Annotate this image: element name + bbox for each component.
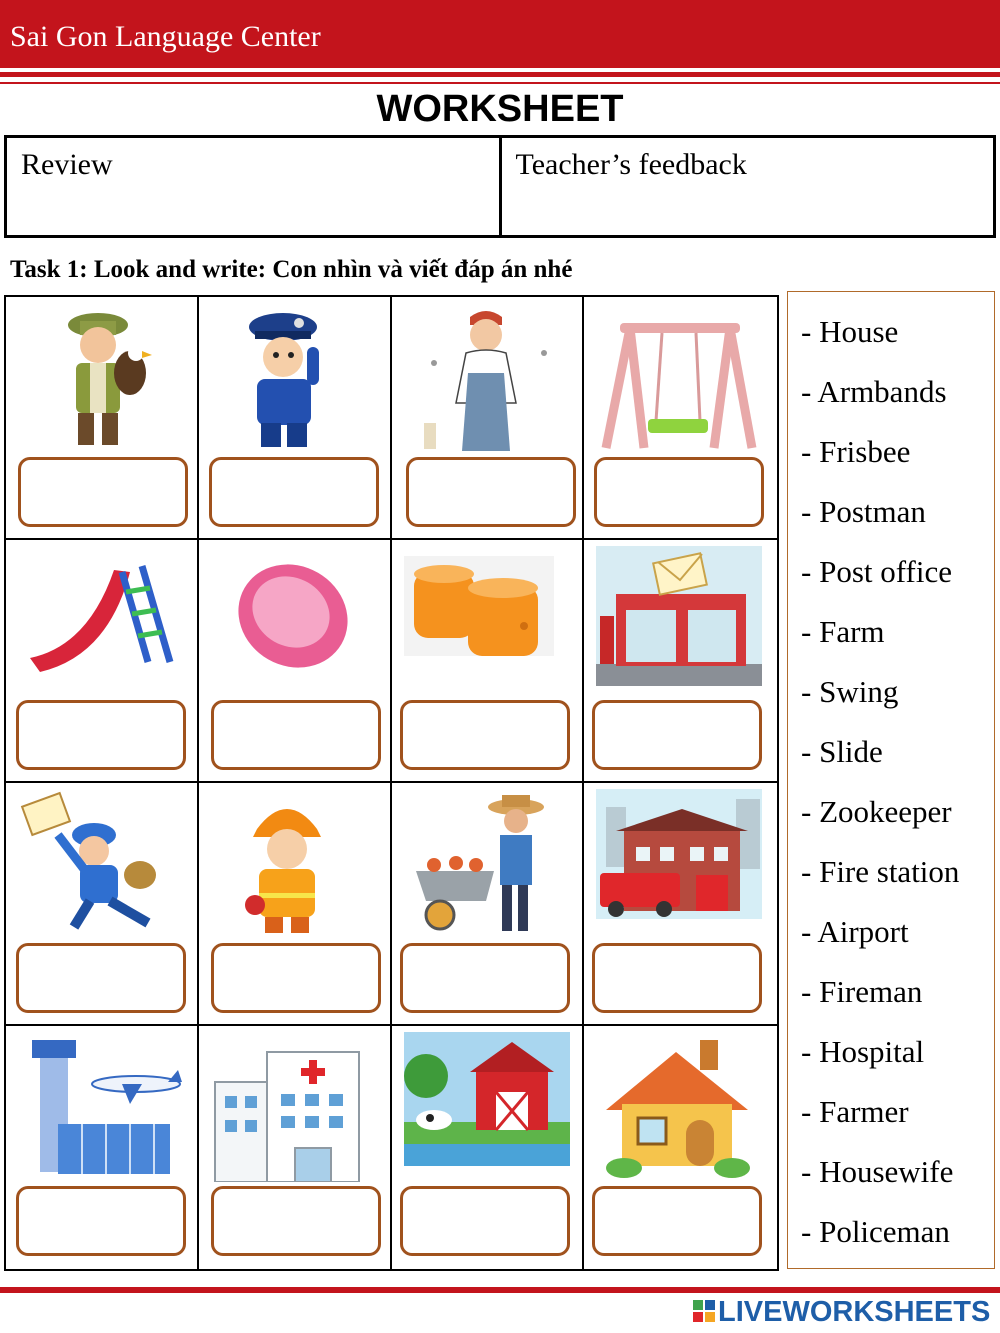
word-bank-item: - Policeman [801,1214,950,1249]
answer-input[interactable] [400,700,570,770]
word-bank-item: - Housewife [801,1154,954,1189]
grid-cell [392,1026,585,1269]
header-divider-thin [0,82,1000,84]
answer-input[interactable] [209,457,379,527]
swing-icon [596,303,762,453]
armbands-icon [404,546,570,696]
slide-icon [18,546,184,696]
liveworksheets-mark-icon [692,1298,716,1326]
grid-cell [6,297,199,540]
grid-cell [392,783,585,1026]
post-office-icon [596,546,762,696]
brand-text: LIVEWORKSHEETS [718,1295,991,1328]
word-bank-item: - Slide [801,734,883,769]
info-table [4,135,996,238]
center-name: Sai Gon Language Center [10,20,321,53]
answer-input[interactable] [211,943,381,1013]
word-bank-item: - Frisbee [801,434,911,469]
header-divider [0,72,1000,77]
fireman-icon [211,789,377,939]
farmer-icon [404,789,570,939]
answer-input[interactable] [16,1186,186,1256]
answer-input[interactable] [211,700,381,770]
word-bank-item: - House [801,314,899,349]
word-bank-item: - Armbands [801,374,947,409]
grid-cell [584,783,777,1026]
answer-input[interactable] [592,700,762,770]
answer-input[interactable] [16,700,186,770]
feedback-cell: Teacher’s feedback [499,138,994,235]
word-bank-item: - Fire station [801,854,960,889]
frisbee-icon [211,546,377,696]
footer-divider [0,1287,1000,1293]
hospital-icon [211,1032,377,1182]
policeman-icon [211,303,377,453]
review-cell: Review [21,148,113,181]
word-bank-item: - Postman [801,494,926,529]
answer-input[interactable] [406,457,576,527]
grid-cell [392,297,585,540]
grid-cell [584,297,777,540]
grid-cell [6,783,199,1026]
word-bank-item: - Swing [801,674,899,709]
grid-cell [199,540,392,783]
housewife-icon [404,303,570,453]
worksheet-title: WORKSHEET [376,88,624,130]
word-bank-item: - Fireman [801,974,923,1009]
zookeeper-icon [18,303,184,453]
answer-input[interactable] [400,1186,570,1256]
word-bank-item: - Farmer [801,1094,909,1129]
grid-cell [6,1026,199,1269]
grid-cell [6,540,199,783]
task-title: Task 1: Look and write: Con nhìn và viết đáp án nhé [10,256,573,283]
house-icon [596,1032,762,1182]
airport-icon [18,1032,184,1182]
grid-cell [199,783,392,1026]
answer-input[interactable] [400,943,570,1013]
word-bank-item: - Zookeeper [801,794,952,829]
grid-cell [199,297,392,540]
answer-input[interactable] [592,1186,762,1256]
word-bank-item: - Farm [801,614,885,649]
answer-input[interactable] [592,943,762,1013]
farm-icon [404,1032,570,1182]
grid-cell [584,1026,777,1269]
answer-input[interactable] [18,457,188,527]
fire-station-icon [596,789,762,939]
word-bank [787,291,995,1269]
answer-input[interactable] [594,457,764,527]
word-bank-item: - Airport [801,914,909,949]
answer-input[interactable] [16,943,186,1013]
liveworksheets-logo [692,1294,990,1330]
word-bank-item: - Hospital [801,1034,925,1069]
postman-icon [18,789,184,939]
grid-cell [392,540,585,783]
answer-input[interactable] [211,1186,381,1256]
picture-grid [4,295,779,1271]
grid-cell [199,1026,392,1269]
word-bank-item: - Post office [801,554,952,589]
grid-cell [584,540,777,783]
